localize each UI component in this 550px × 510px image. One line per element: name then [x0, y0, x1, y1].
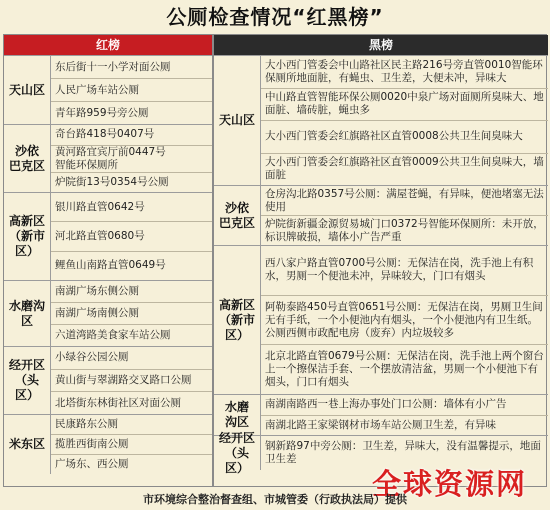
red-list-group: [4, 124, 212, 192]
red-list-district-label: 经开区 （头区）: [4, 347, 51, 414]
black-list-entries: [261, 395, 548, 435]
red-list-entry: 奇台路418号0407号: [55, 128, 155, 141]
black-list-entries: [261, 246, 548, 394]
red-list-entry: 黄山街与翠湖路交叉路口公厕: [51, 369, 212, 392]
red-list-district-label: 水磨沟区: [4, 281, 51, 346]
black-list-entry: 北京北路直管0679号公厕：无保洁在岗，洗手池上两个窗台上一个擦保洁手套、一个摆放清洁盆，男厕一个小便池下有烟头，门口有烟头: [261, 344, 548, 394]
red-list-entry: 南湖广场东侧公厕: [55, 285, 139, 297]
red-list-entries: [51, 281, 212, 346]
red-list-district-label: 高新区 （新市区）: [4, 193, 51, 280]
black-list-district-label: 水磨 沟区: [214, 395, 261, 435]
black-list-entries: [261, 186, 548, 245]
black-list-district-label: 经开区 （头区）: [214, 436, 261, 470]
black-list-entry: 钢新路97中旁公厕：卫生差，异味大，没有温馨提示，地面卫生差: [265, 440, 541, 465]
red-list-entry: 炉院街13号0354号公厕: [51, 172, 212, 193]
red-list-entry: 东后街十一小学对面公厕: [55, 60, 171, 73]
black-list-group: [214, 55, 548, 185]
red-list-entries: [51, 193, 212, 280]
black-list-entry: 大小西门管委会红旗路社区直管0009公共卫生间臭味大，墙面脏: [261, 153, 548, 186]
black-list-entry: 仓房沟北路0357号公厕：满屋苍蝇，有异味，便池堵塞无法使用: [265, 187, 544, 213]
black-list-entry: 阿勒泰路450号直管0651号公厕：无保洁在岗，男厕卫生间无有手纸，一个小便池内有烟头，一个小便池内有卫生纸。公厕西侧市政配电房（废弃）内垃圾较多: [261, 295, 548, 345]
red-list-groups: [4, 55, 212, 486]
source-credit: 市环境综合整治督查组、市城管委（行政执法局）提供: [143, 493, 407, 506]
red-list-group: [4, 55, 212, 124]
red-list-panel: [4, 35, 214, 486]
red-list-entry: 黄河路宜宾厅前0447号 智能环保厕所: [51, 145, 212, 172]
red-list-entry: 六道湾路美食家车站公厕: [51, 324, 212, 346]
ranking-table: [3, 34, 547, 487]
black-list-group: [214, 394, 548, 435]
red-list-district-label: 沙依 巴克区: [4, 125, 51, 192]
black-list-district-label: 高新区 （新市区）: [214, 246, 261, 394]
black-list-panel: [214, 35, 548, 486]
red-list-entry: 小绿谷公园公厕: [55, 351, 129, 364]
red-list-entry: 银川路直管0642号: [55, 200, 145, 213]
page-title: 公厕检查情况“红黑榜”: [166, 5, 384, 29]
black-list-district-label: 天山区: [214, 56, 261, 185]
black-list-group: [214, 245, 548, 394]
red-list-group: [4, 192, 212, 280]
red-list-district-label: 天山区: [4, 56, 51, 124]
red-list-entry: 青年路959号旁公厕: [51, 101, 212, 124]
black-list-entries: [261, 56, 548, 185]
red-list-entries: [51, 56, 212, 124]
red-list-entry: 鲤鱼山南路直管0649号: [51, 251, 212, 280]
black-list-entry: 南湖北路王家梁钢材市场车站公厕卫生差，有异味: [261, 415, 548, 436]
black-list-entry: 中山路直管智能环保公厕0020中泉广场对面厕所臭味大、地面脏、墙砖脏，蝇虫多: [261, 88, 548, 121]
red-list-district-label: 米东区: [4, 415, 51, 474]
red-list-entry: 民康路东公厕: [55, 418, 118, 430]
red-list-entry: 揽胜西街南公厕: [51, 434, 212, 454]
black-list-header: 黑榜: [214, 35, 548, 55]
red-list-group: [4, 414, 212, 474]
red-list-entry: 河北路直管0680号: [51, 221, 212, 250]
red-list-entries: [51, 125, 212, 192]
red-list-entry: 北塔街东林街社区对面公厕: [51, 391, 212, 414]
red-list-entry: 广场东、西公厕: [51, 454, 212, 474]
black-list-entry: 大小西门管委会红旗路社区直管0008公共卫生间臭味大: [261, 120, 548, 153]
red-list-entries: [51, 415, 212, 474]
red-list-entries: [51, 347, 212, 414]
red-list-group: [4, 280, 212, 346]
black-list-entry: 炉院街新疆金源贸易城门口0372号智能环保厕所：未开放，标识牌破损，墙体小广告严重: [261, 215, 548, 245]
black-list-district-label: 沙依 巴克区: [214, 186, 261, 245]
red-list-header: 红榜: [4, 35, 212, 55]
red-list-entry: 人民广场车站公厕: [51, 78, 212, 101]
black-list-group: [214, 185, 548, 245]
red-list-entry: 南湖广场南侧公厕: [51, 302, 212, 324]
black-list-entry: 南湖南路西一巷上海办事处门口公厕：墙体有小广告: [265, 398, 507, 411]
watermark-text: 全球资源网: [372, 467, 528, 501]
black-list-groups: [214, 55, 548, 486]
red-list-group: [4, 346, 212, 414]
black-list-entry: 大小西门管委会中山路社区民主路216号旁直管0010智能环保厕所地面脏，有蝇虫、卫生差，大便未冲，异味大: [265, 58, 543, 84]
black-list-entry: 西八家户路直管0700号公厕：无保洁在岗，洗手池上有积水，男厕一个便池未冲，异味较大，门口有烟头: [265, 257, 534, 283]
